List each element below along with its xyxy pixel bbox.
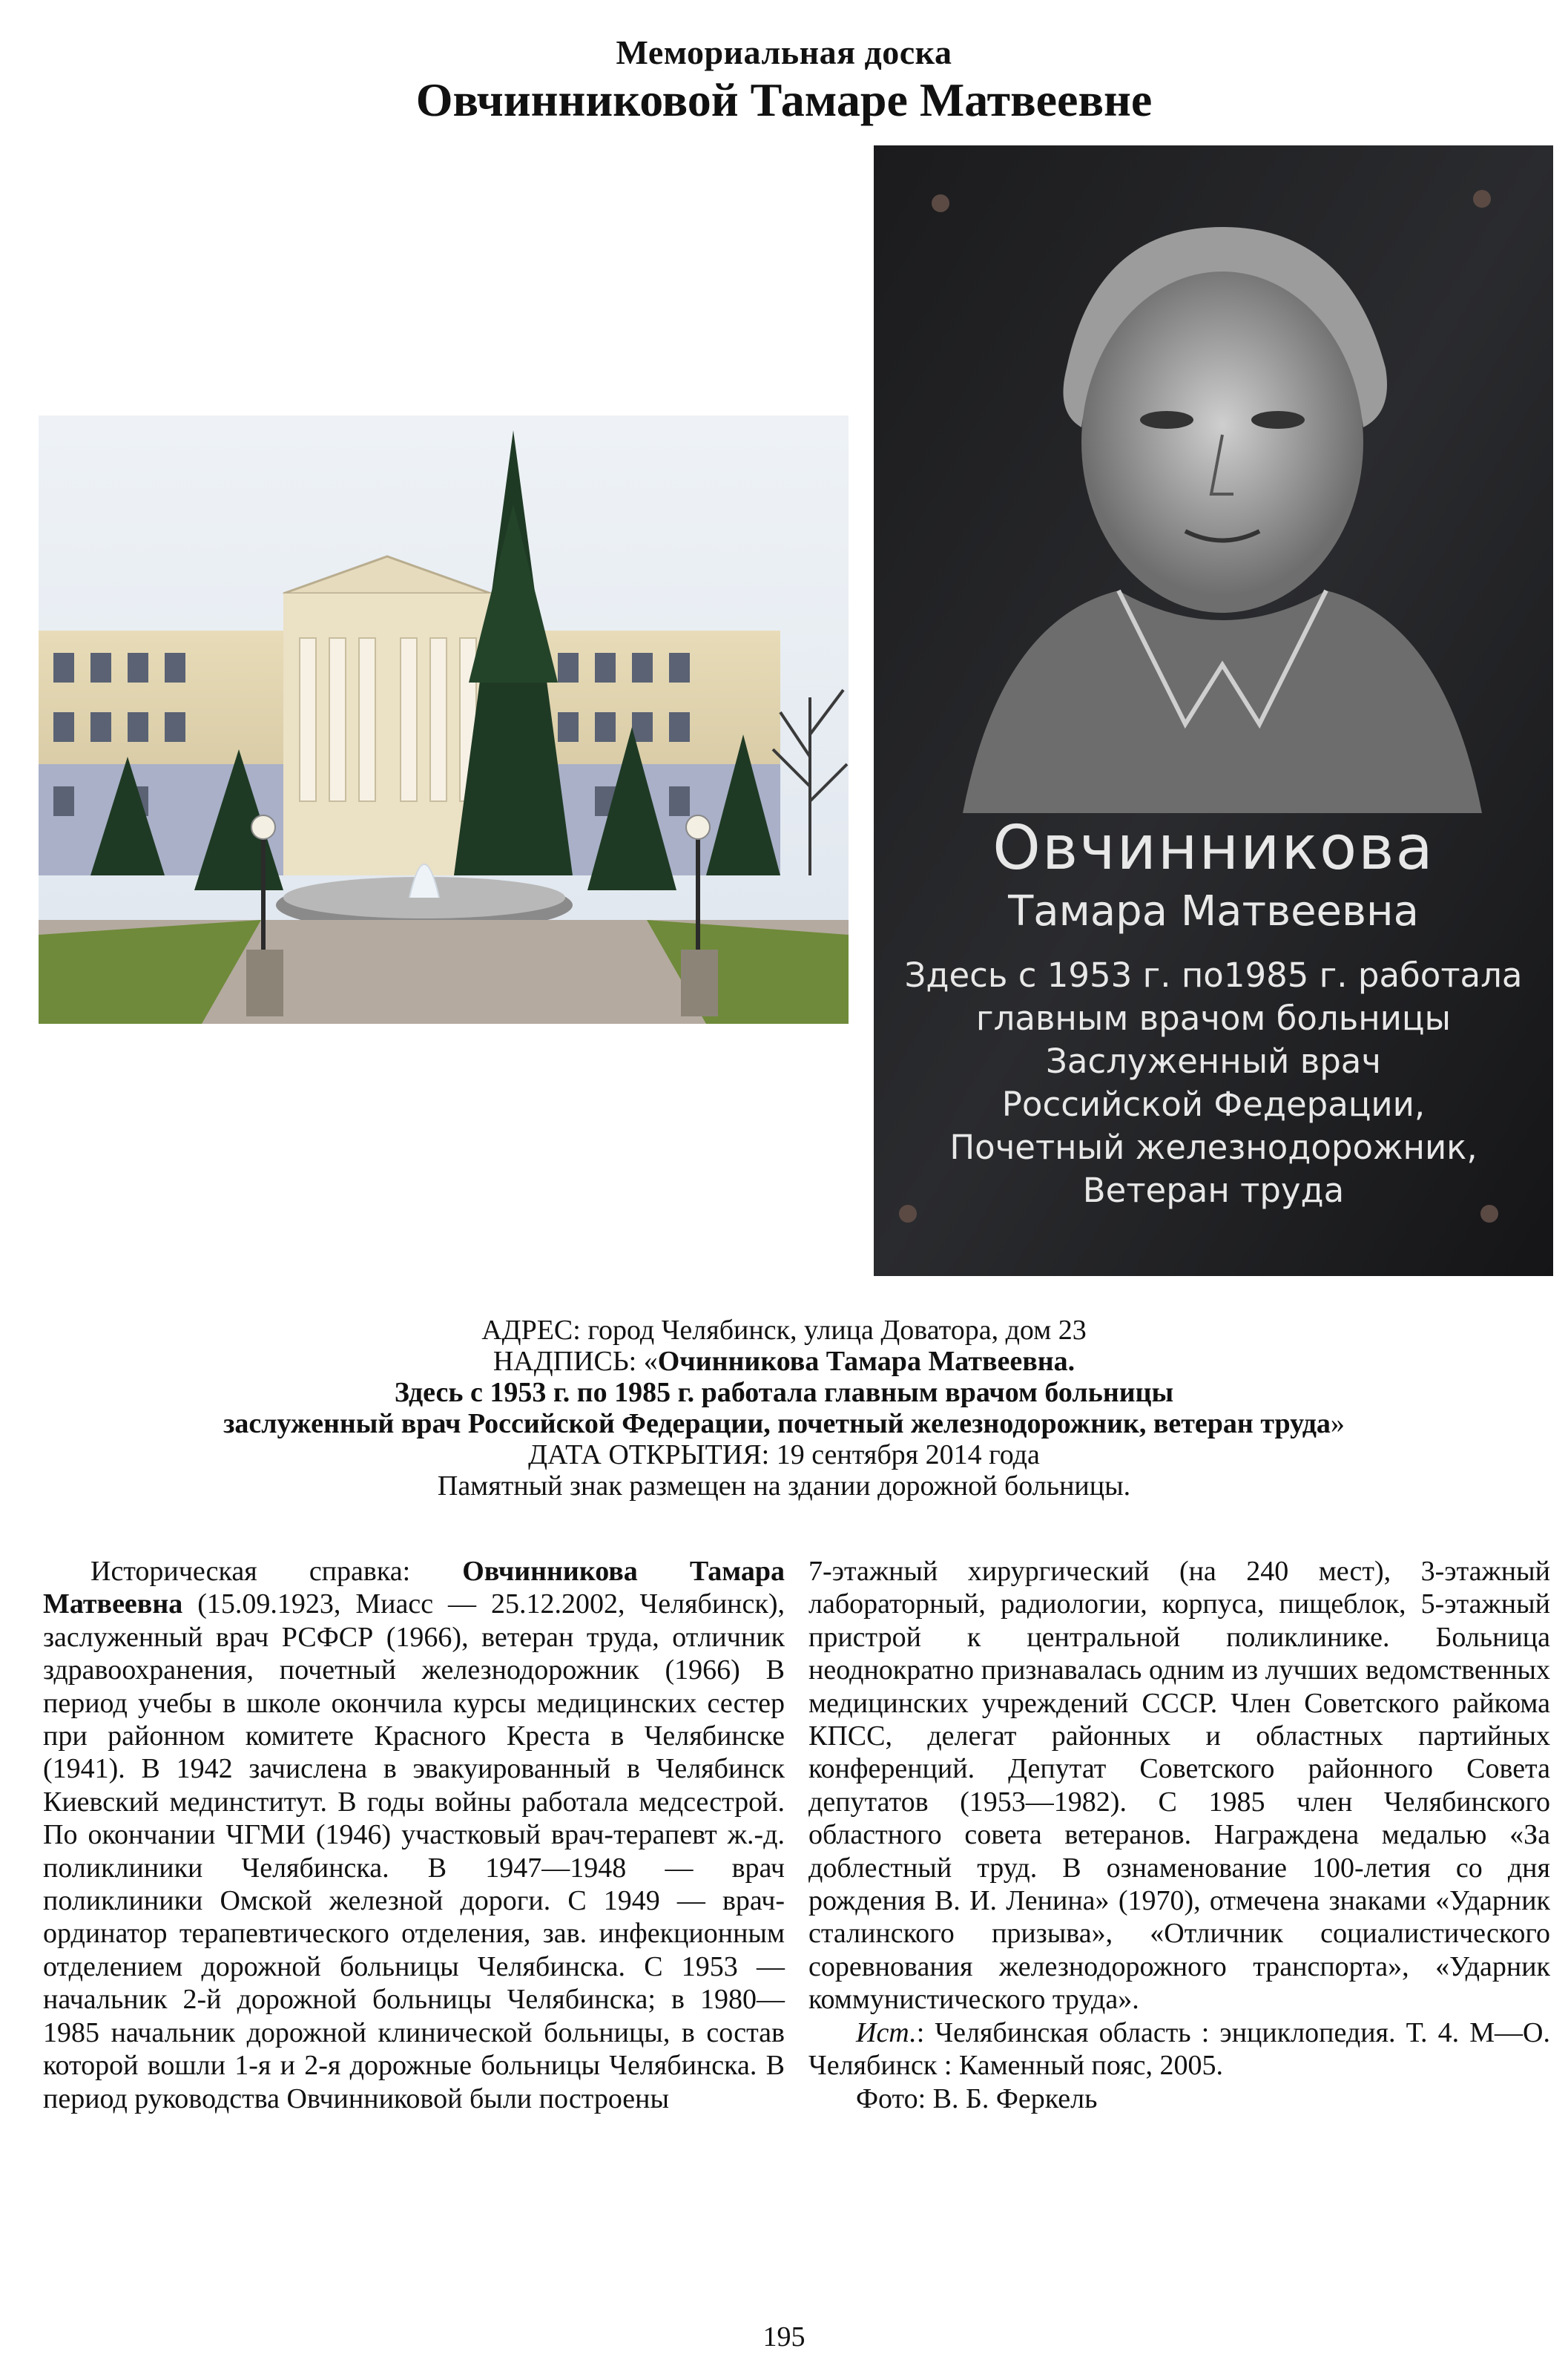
plaque-line: Почетный железнодорожник, [949,1128,1478,1167]
page-number: 195 [762,2321,806,2353]
inscription-close: » [1330,1408,1345,1439]
person-name: Овчинникова Тамара Матвеевна [43,1556,785,1620]
inscription-text-3: заслуженный врач Российской Федерации, почетный железнодорожник, ветеран труда [223,1408,1331,1439]
address-line: АДРЕС: город Челябинск, улица Доватора, дом 23 [481,1315,1087,1346]
plaque-line: Здесь с 1953 г. по1985 г. работала [904,956,1523,995]
inscription-line-3 [0,1408,1568,1439]
inscription-line-1 [0,1346,1568,1377]
plaque-line: главным врачом больницы [975,999,1452,1038]
building-photo [39,415,849,1024]
history-lead: Историческая справка: [90,1556,463,1587]
plaque-line: Заслуженный врач [1046,1042,1381,1081]
page-title: Овчинниковой Тамаре Матвеевне [415,73,1153,126]
history-continuation: 7-этажный хирургический (на 240 мест), 3-этажный лабораторный, радиологии, корпуса, пищеблок, 5-этажный пристрой к центральной поликлинике. Больница неоднократно признавалась одним из лучших ведомственных медицинских учреждений СССР. Член Советского райкома КПСС, делегат районных и областных партийных конференций. Депутат Советского районного Совета депутатов (1953—1982). С 1985 член Челябинского областного совета ветеранов. Награждена медалью «За доблестный труд. В ознаменование 100-летия со дня рождения В. И. Ленина» (1970), отмечена знаками «Ударник сталинского призыва», «Отличник социалистического соревнования железнодорожного транспорта», «Ударник коммунистического труда». [808,1556,1550,2016]
memorial-plaque [874,145,1553,1276]
source-reference [808,2016,1550,2082]
inscription-label: НАДПИСЬ: « [493,1346,658,1377]
body-column-right [808,1555,1550,2115]
source-label: Ист. [856,2016,917,2048]
photo-credit: Фото: В. Б. Феркель [856,2082,1098,2114]
page-subtitle: Мемориальная доска [616,33,952,71]
plaque-line: Ветеран труда [1082,1171,1345,1210]
source-text: : Челябинская область : энциклопедия. Т. 4. М—О. Челябинск : Каменный пояс, 2005. [808,2016,1550,2082]
plaque-surname: Овчинникова [992,813,1434,884]
opening-date: ДАТА ОТКРЫТИЯ: 19 сентября 2014 года [528,1439,1040,1470]
inscription-text-1: Очинникова Тамара Матвеевна. [657,1346,1075,1377]
history-text: (15.09.1923, Миасс — 25.12.2002, Челябинск), заслуженный врач РСФСР (1966), ветеран труда, отличник здравоохранения, почетный железнодорожник (1966) В период учебы в школе окончила курсы медицинских сестер при районном комитете Красного Креста в Челябинске (1941). В 1942 зачислена в эвакуированный в Челябинск Киевский мединститут. В годы войны работала медсестрой. По окончании ЧГМИ (1946) участковый врач-терапевт ж.-д. поликлиники Челябинска. В 1947—1948 — врач поликлиники Омской железной дороги. С 1949 — врач-ординатор терапевтического отделения, зав. инфекционным отделением дорожной больницы Челябинска. С 1953 — начальник 2-й дорожной больницы Челябинска; в 1980—1985 начальник дорожной клинической больницы, в состав которой вошли 1-я и 2-я дорожные больницы Челябинска. В период руководства Овчинниковой были построены [43,1588,785,2114]
plaque-line: Российской Федерации, [1001,1085,1426,1124]
inscription-line-2: Здесь с 1953 г. по 1985 г. работала главным врачом больницы [394,1377,1174,1408]
placement-note: Памятный знак размещен на здании дорожной больницы. [437,1470,1131,1502]
body-column-left [43,1555,785,2115]
history-paragraph [43,1555,785,2115]
plaque-name: Тамара Матвеевна [1008,887,1419,936]
